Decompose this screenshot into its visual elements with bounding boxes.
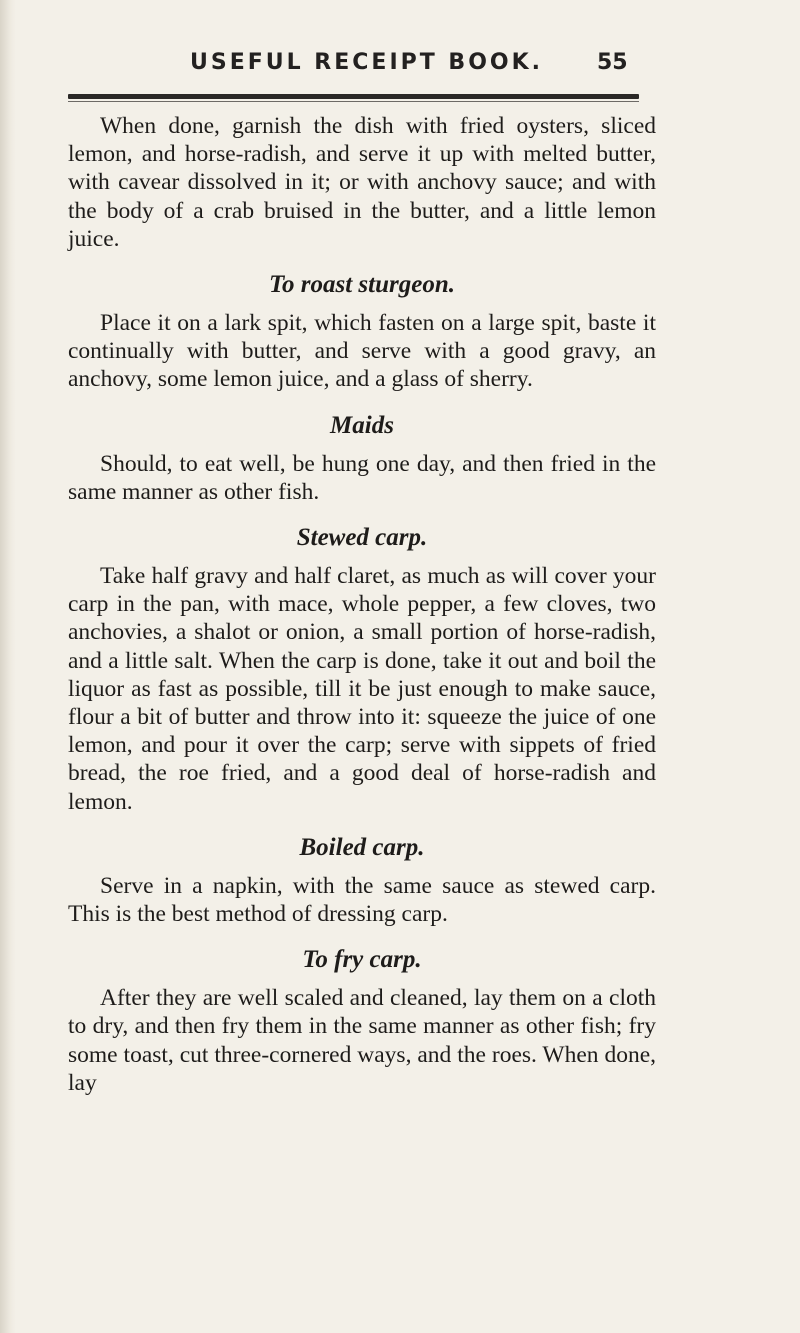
recipe-heading-boiled-carp: Boiled carp. [299,833,425,861]
recipe-heading-fry-carp: To fry carp. [302,946,422,974]
recipe-continuation-text: When done, garnish the dish with fried oysters, sliced lemon, and horse-radish, and serve it up with melted butter, with cavear dissolved in it; or with anchovy sauce; and with the body of a crab bruised in the butter, and a little lemon juice. [68,113,656,252]
recipe-text-maids: Should, to eat well, be hung one day, and then fried in the same manner as other fish. [68,450,656,505]
header-rule-thin [68,101,639,102]
page-body [68,112,656,1097]
recipe-heading-stewed-carp: Stewed carp. [296,524,428,552]
running-head: USEFUL RECEIPT BOOK. [190,50,544,75]
recipe-heading-maids: Maids [330,411,394,439]
header-rule [68,94,639,99]
page-header [0,50,800,90]
page-number: 55 [597,50,628,75]
recipe-text-stewed-carp: Take half gravy and half claret, as much as will cover your carp in the pan, with mace, whole pepper, a few cloves, two anchovies, a shalot or onion, a small portion of horse-radish, and a little salt. When the carp is done, take it out and boil the liquor as fast as possible, till it be just enough to make sauce, flour a bit of butter and throw into it: squeeze the juice of one lemon, and pour it over the carp; serve with sippets of fried bread, the roe fried, and a good deal of horse-radish and lemon. [68,563,656,815]
page-gutter-shadow [0,0,16,1333]
recipe-heading-roast-sturgeon: To roast sturgeon. [269,271,455,299]
recipe-text-boiled-carp: Serve in a napkin, with the same sauce as stewed carp. This is the best method of dressing carp. [68,872,656,928]
recipe-text-fry-carp: After they are well scaled and cleaned, lay them on a cloth to dry, and then fry them in the same manner as other fish; fry some toast, cut three-cornered ways, and the roes. When done, lay [68,985,656,1096]
recipe-text-roast-sturgeon: Place it on a lark spit, which fasten on a large spit, baste it continually with butter, and serve with a good gravy, an anchovy, some lemon juice, and a glass of sherry. [68,310,656,393]
